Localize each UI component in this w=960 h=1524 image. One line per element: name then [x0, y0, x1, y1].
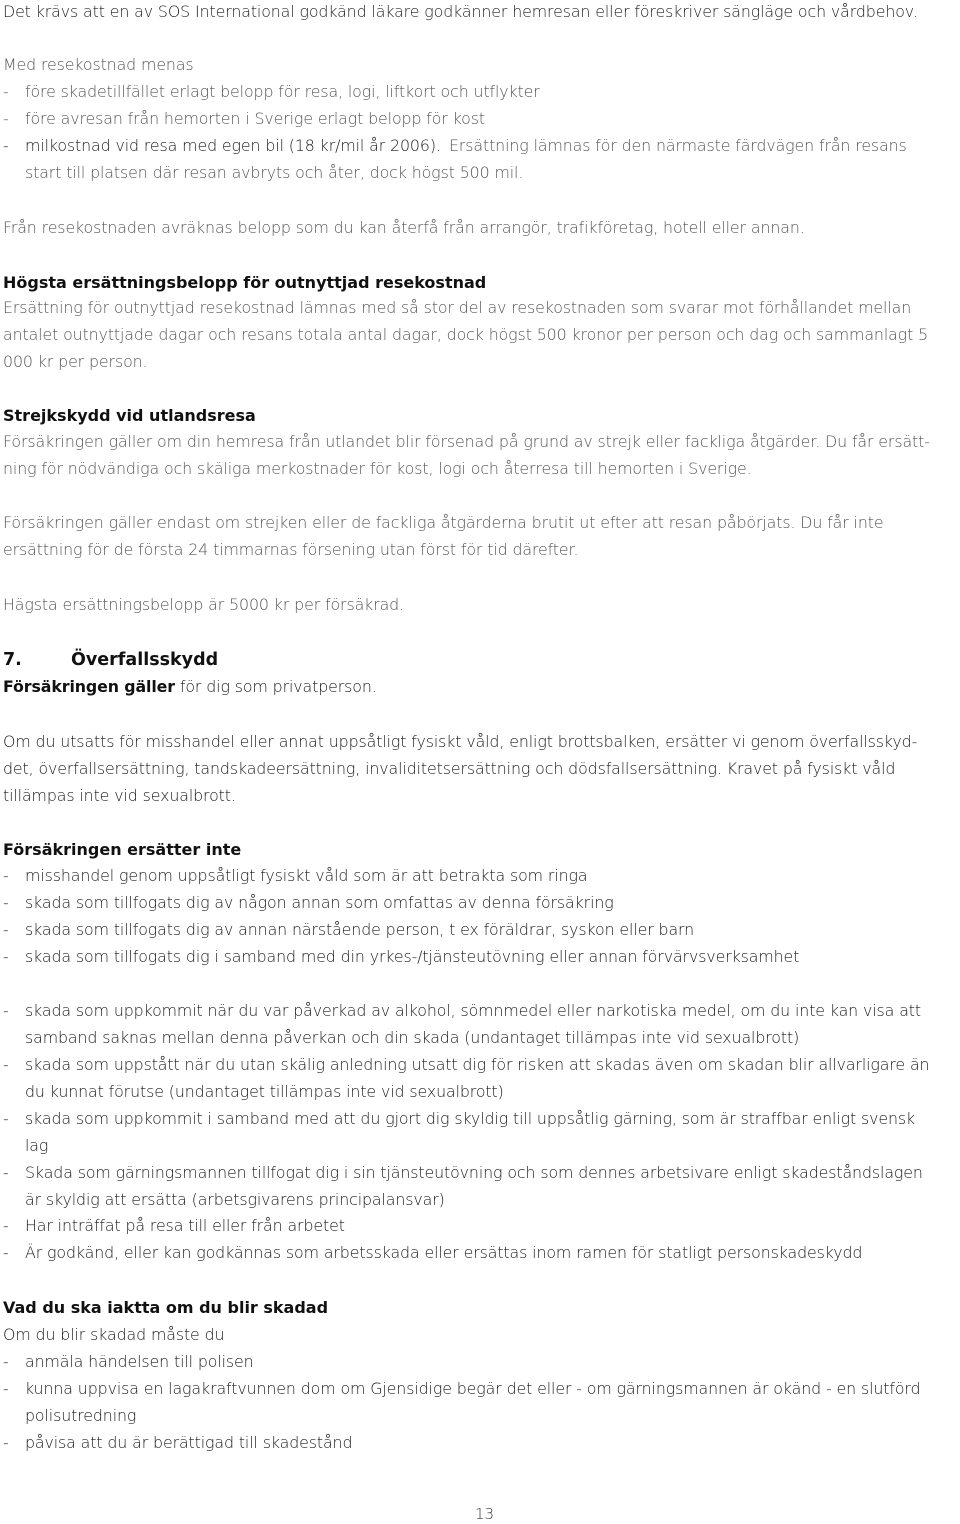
section-subtitle: Försäkringen gäller för dig som privatperson. [3, 677, 377, 696]
list-item-continuation: lag [25, 1136, 49, 1155]
paragraph-line: ning för nödvändiga och skäliga merkostnader för kost, logi och återresa till hemorten i Sverige. [3, 459, 752, 478]
list-item-continuation: samband saknas mellan denna påverkan och din skada (undantaget tillämpas inte vid sexualbrott) [25, 1028, 800, 1047]
list-item-continuation: polisutredning [25, 1406, 137, 1425]
page-number: 13 [475, 1505, 495, 1523]
paragraph-line: Om du utsatts för misshandel eller annat uppsåtligt fysiskt våld, enligt brottsbalken, ersätter vi genom överfallsskyd- [3, 732, 918, 751]
heading-max-compensation: Högsta ersättningsbelopp för outnyttjad resekostnad [3, 273, 487, 292]
travel-cost-intro: Med resekostnad menas [3, 55, 194, 74]
todo-intro: Om du blir skadad måste du [3, 1325, 225, 1344]
document-page: Det krävs att en av SOS International godkänd läkare godkänner hemresan eller föreskriver sängläge och vårdbehov. Med resekostnad menas - före skadetillfället erlagt belopp för resa, logi, liftkort och utflykter - före avresan från hemorten i Sverige erlagt belopp för kost - milkostnad vid resa med egen bil (18 kr/mil år 2006). Ersättning lämnas för den närmaste färdvägen från resans start till platsen där resan avbryts och åter, dock högst 500 mil. Från resekostnaden avräknas belopp som du kan återfå från arrangör, trafikföretag, hotell eller annan. Högsta ersättningsbelopp för outnyttjad resekostnad Ersättning för outnyttjad resekostnad lämnas med så stor del av resekostnaden som svarar mot förhållandet mellan antalet outnyttjade dagar och resans totala antal dagar, dock högst 500 kronor per person och dag och sammanlagt 5 000 kr per person. Strejkskydd vid utlandsresa Försäkringen gäller om din hemresa från utlandet blir försenad på grund av strejk eller fackliga åtgärder. Du får ersätt- ning för nödvändiga och skäliga merkostnader för kost, logi och återresa till hemorten i Sverige. Försäkringen gäller endast om strejken eller de fackliga åtgärderna brutit ut efter att resan påbörjats. Du får inte ersättning för de första 24 timmarnas försening utan först för tid därefter. Hägsta ersättningsbelopp är 5000 kr per försäkrad. 7. Överfallsskydd Försäkringen gäller för dig som privatperson. Om du utsatts för misshandel eller annat uppsåtligt fysiskt våld, enligt brottsbalken, ersätter vi genom överfallsskyd- det, överfallsersättning, tandskadeersättning, invaliditetsersättning och dödsfallsersättning. Kravet på fysiskt våld tillämpas inte vid sexualbrott. Försäkringen ersätter inte - misshandel genom uppsåtligt fysiskt våld som är att betrakta som ringa - skada som tillfogats dig av någon annan som omfattas av denna försäkring - skada som tillfogats dig av annan närstående person, t ex föräldrar, syskon eller barn - skada som tillfogats dig i samband med din yrkes-/tjänsteutövning eller annan förvärvsverksamhet - skada som uppkommit när du var påverkad av alkohol, sömnmedel eller narkotiska medel, om du inte kan visa att samband saknas mellan denna påverkan och din skada (undantaget tillämpas inte vid sexualbrott) - skada som uppstått när du utan skälig anledning utsatt dig för risken att skadas även om skadan blir allvarligare än du kunnat förutse (undantaget tillämpas inte vid sexualbrott) - skada som uppkommit i samband med att du gjort dig skyldig till uppsåtlig gärning, som är straffbar enligt svensk lag - Skada som gärningsmannen tillfogat dig i sin tjänsteutövning och som dennes arbetsivare enligt skadeståndslagen är skyldig att ersätta (arbetsgivarens principalansvar) - Har inträffat på resa till eller från arbetet - Är godkänd, eller kan godkännas som arbetsskada eller ersättas inom ramen för statligt personskadeskydd Vad du ska iaktta om du blir skadad Om du blir skadad måste du - anmäla händelsen till polisen - kunna uppvisa en lagakraftvunnen dom om Gjensidige begär det eller - om gärningsmannen är okänd - en slutförd polisutredning - påvisa att du är berättigad till skadestånd 13 [3, 2, 930, 1523]
paragraph-strike-max: Hägsta ersättningsbelopp är 5000 kr per försäkrad. [3, 595, 405, 614]
section-number: 7. [3, 650, 22, 670]
list-item-continuation: är skyldig att ersätta (arbetsgivarens principalansvar) [25, 1190, 445, 1209]
heading-not-covered: Försäkringen ersätter inte [3, 840, 242, 859]
paragraph-line: 000 kr per person. [3, 352, 148, 371]
paragraph-deductions: Från resekostnaden avräknas belopp som du kan återfå från arrangör, trafikföretag, hotell eller annan. [3, 218, 805, 237]
paragraph-line: Försäkringen gäller om din hemresa från utlandet blir försenad på grund av strejk eller fackliga åtgärder. Du får ersätt- [3, 432, 930, 451]
paragraph-line: det, överfallsersättning, tandskadeersättning, invaliditetsersättning och dödsfallsersättning. Kravet på fysiskt våld [3, 759, 896, 778]
paragraph-line: antalet outnyttjade dagar och resans totala antal dagar, dock högst 500 kronor per person och dag och sammanlagt 5 [3, 325, 929, 344]
heading-strike-protection: Strejkskydd vid utlandsresa [3, 406, 256, 425]
paragraph-line: Försäkringen gäller endast om strejken eller de fackliga åtgärderna brutit ut efter att resan påbörjats. Du får inte [3, 513, 884, 532]
list-item-continuation: start till platsen där resan avbryts och åter, dock högst 500 mil. [25, 163, 524, 182]
heading-what-to-do: Vad du ska iaktta om du blir skadad [3, 1298, 329, 1317]
list-item-continuation: du kunnat förutse (undantaget tillämpas inte vid sexualbrott) [25, 1082, 504, 1101]
paragraph-medical-approval: Det krävs att en av SOS International godkänd läkare godkänner hemresan eller föreskriver sängläge och vårdbehov. [3, 2, 918, 21]
section-title: Överfallsskydd [71, 650, 219, 670]
paragraph-line: tillämpas inte vid sexualbrott. [3, 786, 236, 805]
paragraph-line: Ersättning för outnyttjad resekostnad lämnas med så stor del av resekostnaden som svarar mot förhållandet mellan [3, 298, 912, 317]
paragraph-line: ersättning för de första 24 timmarnas försening utan först för tid därefter. [3, 540, 579, 559]
